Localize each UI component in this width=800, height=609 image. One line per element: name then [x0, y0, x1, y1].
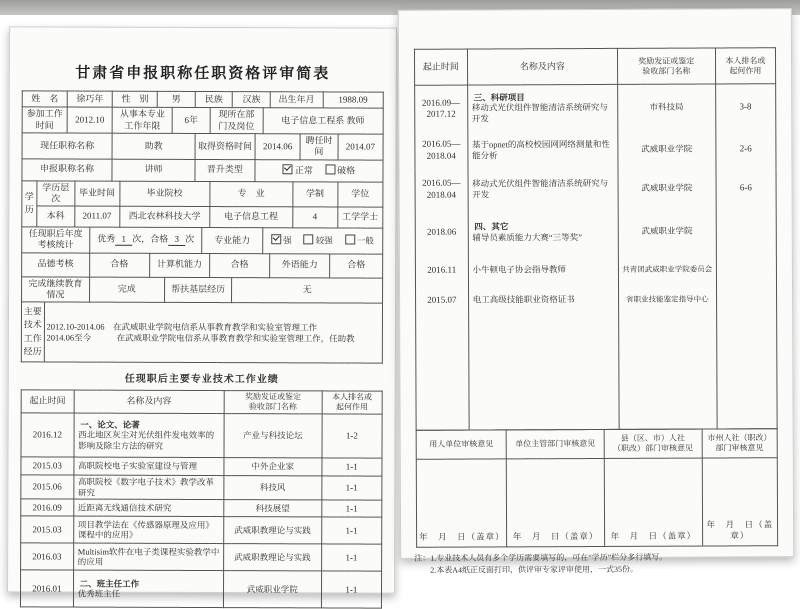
foreign-language-label: 外语能力 — [270, 253, 330, 277]
ability-options — [262, 228, 383, 254]
hire-time-label: 聘任时间 — [300, 134, 338, 160]
ach-time: 2016.09— 2017.12 — [415, 85, 468, 131]
profession-years-value: 6年 — [172, 107, 210, 133]
form-title: 甘肃省申报职称任职资格评审简表 — [75, 65, 331, 83]
ach-time: 2016.11 — [415, 255, 468, 285]
col-header-time: 起止时间 — [21, 390, 74, 413]
work-start-label: 参加工作时间 — [22, 107, 67, 133]
city-hr-review-cell — [702, 457, 778, 545]
empty-filler-row — [416, 314, 777, 430]
ach-name: 四、其它 辅导员素质能力大赛“三等奖” — [468, 208, 619, 255]
edu-level-value: 本科 — [37, 206, 75, 227]
ach-time: 2015.06 — [21, 475, 74, 499]
county-hr-review-header: 县（区、市）人社 （职改）部门审核意见 — [604, 429, 702, 458]
gender-label: 性 别 — [112, 91, 157, 107]
gender-value: 男 — [157, 91, 195, 107]
ach-rank: 1-1 — [321, 544, 381, 571]
achievement-row — [21, 543, 382, 571]
ach-time: 2015.03 — [21, 457, 74, 475]
grassroots-value: 无 — [232, 277, 383, 303]
achievement-row — [415, 208, 776, 256]
ach-rank: 1-1 — [321, 476, 381, 500]
ach-name: 一、论文、论著 西北地区灰尘对光伏组件发电效率的影响及除尘方法的研究 — [74, 413, 224, 458]
ach-name: 高职院校《数字电子技术》教学改革研究 — [73, 475, 223, 500]
county-hr-review-cell — [604, 458, 702, 546]
ability-strong-option: 强 — [271, 236, 292, 246]
moral-label: 品德考核 — [22, 252, 90, 276]
edu-degree-value: 工学学士 — [337, 207, 382, 228]
career-line-2: 2014.06至今 在武威职业学院电信系从事教育教学和实验室管理工作，任助教 — [46, 331, 355, 344]
qualified-count: 3 — [168, 234, 185, 246]
name-label: 姓 名 — [22, 91, 67, 107]
ach-name: 二、班主任工作 优秀班主任 — [73, 570, 223, 608]
achievement-row — [21, 499, 382, 517]
col-header-name: 名称及内容 — [74, 390, 224, 414]
ach-time: 2016.09 — [21, 499, 74, 516]
employer-review-header: 用人单位审核意见 — [416, 429, 506, 458]
date-seal-line: 年 月 日（盖章） — [610, 530, 697, 541]
ethnicity-label: 民族 — [195, 91, 233, 107]
form-notes — [414, 551, 780, 577]
col-header-time: 起止时间 — [414, 49, 467, 85]
computer-label: 计算机能力 — [149, 253, 209, 277]
achievement-row — [21, 475, 382, 501]
birth-label: 出生年月 — [270, 92, 323, 108]
ach-time: 2016.03 — [21, 543, 74, 570]
ach-rank: 1-2 — [322, 414, 383, 458]
form-page-2 — [398, 8, 794, 575]
ach-dept: 武威职业学院 — [618, 208, 716, 254]
unchecked-checkbox-icon — [325, 164, 335, 174]
foreign-language-value: 合格 — [330, 253, 383, 277]
ach-dept: 武威职业学院 — [618, 130, 716, 168]
achievement-row — [415, 168, 776, 210]
ach-rank — [716, 254, 777, 284]
ach-time: 2015.07 — [416, 285, 469, 315]
ach-name: 三、科研项目 移动式光伏组件智能清洁系统研究与开发 — [467, 84, 618, 131]
checked-checkbox-icon — [271, 235, 281, 245]
name-value: 徐巧年 — [67, 91, 112, 107]
continuing-education-label: 完成继续教育情况 — [22, 276, 90, 302]
ach-name: 小牛顿电子协会指导教师 — [468, 254, 618, 285]
form-page-1 — [7, 26, 397, 599]
edu-degree-header: 学位 — [338, 181, 383, 207]
promotion-special-option: 破格 — [325, 165, 355, 175]
career-history — [44, 302, 383, 363]
checked-checkbox-icon — [283, 164, 293, 174]
ach-time: 2016.12 — [21, 413, 74, 457]
appraisal-value: 优秀 1 次，合格 3 次 — [89, 227, 202, 253]
promotion-type-options — [255, 159, 383, 181]
achievement-row — [416, 284, 777, 316]
ach-name: 基于opnet的高校校园网网络测量和性能分析 — [467, 130, 617, 169]
profession-years-label: 从事本专业 工作年限 — [112, 107, 172, 133]
notes-prefix: 注： — [414, 553, 431, 563]
ach-dept: 武威职业学院 — [223, 571, 321, 608]
notes-body — [430, 551, 667, 576]
achievement-row — [21, 413, 382, 458]
edu-major-value: 电子信息工程 — [210, 207, 293, 228]
supervisor-review-header: 单位主管部门审核意见 — [506, 429, 604, 458]
ach-time: 2015.03 — [21, 516, 74, 543]
edu-school-value: 西北农林科技大学 — [119, 206, 209, 227]
edu-level-header: 学历层次 — [37, 180, 75, 206]
ach-name: Multisim软件在电子类课程实验教学中的应用 — [73, 543, 223, 571]
ability-label: 专业能力 — [202, 228, 262, 254]
achievement-row — [21, 457, 382, 476]
excellent-count: 1 — [115, 234, 132, 246]
section-header: 四、其它 — [474, 221, 509, 232]
ach-dept: 武威职教理论与实践 — [224, 544, 322, 571]
section-header: 三、科研项目 — [473, 92, 525, 103]
birth-value: 1988.09 — [323, 92, 383, 108]
qualification-time-label: 取得资格时间 — [195, 133, 255, 159]
ach-dept: 科技风 — [224, 476, 322, 501]
ach-time: 2016.01 — [20, 570, 73, 607]
ethnicity-value: 汉族 — [233, 92, 271, 108]
ach-name: 近距离无线通信技术研究 — [73, 499, 223, 517]
work-start-value: 2012.10 — [67, 107, 112, 133]
col-header-dept: 奖励发证或鉴定 验收部门名称 — [617, 48, 715, 84]
edu-gradtime-value: 2011.07 — [74, 206, 119, 227]
achievements-section-title: 任现职后主要专业技术工作业绩 — [124, 373, 279, 386]
ach-rank: 1-1 — [322, 458, 382, 476]
ability-medium-option: 较强 — [304, 236, 333, 246]
supervisor-review-cell — [506, 458, 604, 546]
ach-rank — [716, 284, 777, 314]
note-line-1: 1.专业技术人员有多个学历需要填写的，可在“学历”栏分多行填写。 — [430, 552, 668, 563]
ach-dept: 省职业技能鉴定指导中心 — [618, 284, 716, 314]
apply-title-label: 申报职称名称 — [22, 158, 112, 180]
date-seal-line: 年 月 日（盖章） — [706, 519, 774, 541]
date-seal-line: 年 月 日（盖章） — [419, 531, 505, 542]
ach-rank: 3-8 — [715, 84, 776, 130]
hire-time-value: 2014.07 — [338, 134, 383, 160]
ach-dept: 共青团武威职业学院委员会 — [618, 254, 716, 284]
col-header-rank: 本人排名或 起何作用 — [715, 48, 776, 84]
ach-dept: 武威职教理论与实践 — [224, 517, 322, 544]
education-side-label: 学历 — [22, 180, 37, 227]
ach-rank: 1-1 — [321, 571, 382, 608]
career-line-1: 2012.10-2014.06 在武威职业学院电信系从事教育教学和实验室管理工作 — [46, 321, 318, 333]
achievement-row — [415, 254, 776, 286]
col-header-name: 名称及内容 — [467, 48, 617, 85]
ach-name: 项目教学法在《传感器原理及应用》课程中的应用》 — [73, 516, 223, 544]
ach-time: 2016.05— 2018.04 — [415, 169, 468, 209]
ach-dept: 科技展望 — [224, 500, 322, 517]
qualification-time-value: 2014.06 — [255, 134, 300, 160]
ach-dept: 中外企业家 — [224, 458, 322, 476]
col-header-rank: 本人排名或 起何作用 — [322, 391, 382, 414]
apply-title-value: 讲师 — [112, 159, 195, 181]
department-label: 现所在部 门及岗位 — [210, 108, 263, 134]
promotion-normal-option: 正常 — [283, 165, 313, 175]
achievement-row — [415, 84, 776, 132]
section-header: 一、论文、论著 — [80, 419, 140, 430]
section-header: 二、班主任工作 — [79, 578, 140, 589]
edu-duration-header: 学制 — [292, 181, 337, 207]
continuing-education-value: 完成 — [89, 277, 164, 303]
edu-major-header: 专 业 — [210, 181, 293, 207]
department-value: 电子信息工程系 教师 — [263, 108, 384, 134]
achievement-row — [20, 570, 381, 608]
ach-dept: 市科技局 — [618, 84, 716, 130]
approval-table — [416, 428, 779, 548]
current-title-label: 现任职称名称 — [22, 133, 112, 159]
unchecked-checkbox-icon — [345, 235, 355, 245]
edu-school-header: 毕业院校 — [120, 181, 210, 207]
basic-info-table — [21, 90, 384, 363]
achievement-row — [415, 130, 776, 170]
edu-gradtime-header: 毕业时间 — [74, 181, 119, 207]
col-header-dept: 奖励发证或鉴定 验收部门名称 — [224, 391, 322, 414]
appraisal-label: 任现职后年度考核统计 — [22, 227, 90, 253]
ach-dept: 武威职业学院 — [618, 168, 716, 208]
achievement-row — [21, 516, 382, 544]
note-line-2: 2.本表A4纸正反面打印，供评审专家评审使用，一式35份。 — [430, 564, 639, 575]
current-title-value: 助教 — [112, 133, 195, 159]
achievements-table-page2 — [414, 47, 778, 430]
ach-name: 高职院校电子实验室建设与管理 — [74, 457, 224, 476]
grassroots-label: 帮扶基层经历 — [164, 277, 232, 303]
achievements-table-page1 — [20, 389, 383, 609]
unchecked-checkbox-icon — [304, 235, 314, 245]
ach-name: 电工高级技能职业资格证书 — [468, 284, 618, 315]
ach-rank — [716, 208, 777, 254]
ach-time: 2018.06 — [415, 209, 468, 255]
date-seal-line: 年 月 日（盖章） — [512, 530, 599, 542]
ach-time: 2016.05— 2018.04 — [415, 131, 468, 169]
ach-rank: 2-6 — [715, 130, 776, 168]
career-side-label: 主要技术工作经历 — [21, 302, 44, 362]
ability-normal-option: 一般 — [345, 236, 374, 246]
ach-dept: 产业与科技论坛 — [224, 414, 322, 458]
ach-rank: 1-1 — [321, 500, 381, 517]
city-hr-review-header: 市州人社（职改） 部门审核意见 — [702, 428, 778, 457]
computer-value: 合格 — [210, 253, 270, 277]
moral-value: 合格 — [89, 253, 149, 277]
ach-rank: 6-6 — [716, 168, 777, 208]
ach-name: 移动式光伏组件智能清洁系统研究与开发 — [468, 168, 618, 209]
edu-duration-value: 4 — [292, 207, 337, 228]
ach-rank: 1-1 — [321, 517, 381, 544]
promotion-type-label: 晋升类型 — [195, 159, 255, 181]
employer-review-cell — [416, 458, 507, 546]
